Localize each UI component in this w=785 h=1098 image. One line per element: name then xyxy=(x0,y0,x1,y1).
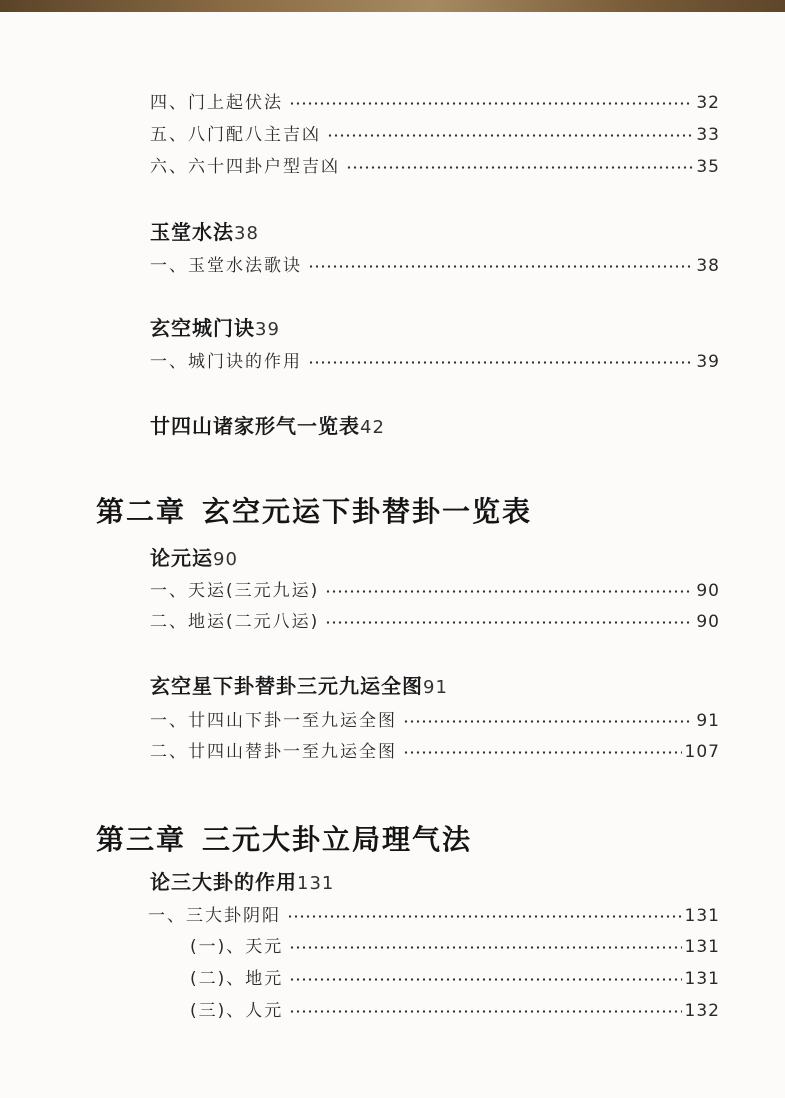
toc-entry-page: 90 xyxy=(696,581,720,601)
toc-entry-page: 91 xyxy=(696,711,720,731)
section-title: 玄空城门诀 xyxy=(150,316,255,340)
toc-entry[interactable] xyxy=(190,964,720,989)
toc-entry-page: 132 xyxy=(684,1001,720,1021)
dot-leader xyxy=(325,590,693,593)
toc-section-heading[interactable] xyxy=(150,542,238,571)
toc-entry-label: (二)、地元 xyxy=(190,969,284,989)
section-page: 131 xyxy=(297,873,335,894)
dot-leader xyxy=(403,720,693,723)
section-page: 91 xyxy=(423,677,448,698)
toc-entry-page: 32 xyxy=(696,93,720,113)
toc-entry-page: 107 xyxy=(684,742,720,762)
toc-entry-label: 二、地运(二元八运) xyxy=(150,612,320,632)
toc-entry[interactable] xyxy=(150,706,720,731)
toc-entry-page: 33 xyxy=(696,125,720,145)
dot-leader xyxy=(287,915,682,918)
section-title: 玄空星下卦替卦三元九运全图 xyxy=(150,674,423,698)
toc-entry-label: 一、天运(三元九运) xyxy=(150,581,320,601)
toc-entry-page: 131 xyxy=(684,906,720,926)
toc-entry[interactable] xyxy=(150,120,720,145)
toc-entry-label: 一、城门诀的作用 xyxy=(150,352,302,372)
section-page: 39 xyxy=(255,319,280,340)
toc-entry[interactable] xyxy=(190,932,720,957)
chapter-heading[interactable] xyxy=(96,818,472,858)
section-title: 廿四山诸家形气一览表 xyxy=(150,414,360,438)
dot-leader xyxy=(289,102,693,105)
toc-section-heading[interactable] xyxy=(150,866,334,895)
toc-section-heading[interactable] xyxy=(150,410,385,439)
toc-entry[interactable] xyxy=(190,996,720,1021)
toc-entry[interactable] xyxy=(150,607,720,632)
toc-entry[interactable] xyxy=(150,347,720,372)
toc-section-heading[interactable] xyxy=(150,312,280,341)
toc-entry-label: 六、六十四卦户型吉凶 xyxy=(150,157,340,177)
chapter-number: 第三章 xyxy=(96,823,187,856)
toc-entry-page: 38 xyxy=(696,256,720,276)
section-title: 论三大卦的作用 xyxy=(150,870,297,894)
toc-entry-page: 39 xyxy=(696,352,720,372)
toc-section-heading[interactable] xyxy=(150,670,448,699)
section-title: 论元运 xyxy=(150,546,213,570)
toc-entry[interactable] xyxy=(150,576,720,601)
toc-entry-page: 35 xyxy=(696,157,720,177)
toc-entry-page: 90 xyxy=(696,612,720,632)
toc-entry[interactable] xyxy=(150,152,720,177)
toc-entry[interactable] xyxy=(150,251,720,276)
toc-entry-label: 四、门上起伏法 xyxy=(150,93,283,113)
dot-leader xyxy=(346,166,693,169)
toc-entry-label: 一、三大卦阴阳 xyxy=(148,906,281,926)
toc-entry-label: 五、八门配八主吉凶 xyxy=(150,125,321,145)
toc-entry-page: 131 xyxy=(684,937,720,957)
dot-leader xyxy=(289,978,681,981)
section-page: 38 xyxy=(234,223,259,244)
chapter-number: 第二章 xyxy=(96,495,187,528)
toc-section-heading[interactable] xyxy=(150,216,259,245)
section-page: 90 xyxy=(213,549,238,570)
toc-entry-label: 一、玉堂水法歌诀 xyxy=(150,256,302,276)
toc-entry[interactable] xyxy=(150,737,720,762)
dot-leader xyxy=(327,134,693,137)
section-page: 42 xyxy=(360,417,385,438)
toc-entry[interactable] xyxy=(150,88,720,113)
dot-leader xyxy=(403,751,682,754)
toc-entry[interactable] xyxy=(148,901,720,926)
toc-entry-label: 二、廿四山替卦一至九运全图 xyxy=(150,742,397,762)
dot-leader xyxy=(308,361,693,364)
dot-leader xyxy=(308,265,693,268)
chapter-heading[interactable] xyxy=(96,490,532,530)
toc-entry-label: (一)、天元 xyxy=(190,937,284,957)
toc-entry-page: 131 xyxy=(684,969,720,989)
toc-entry-label: 一、廿四山下卦一至九运全图 xyxy=(150,711,397,731)
dot-leader xyxy=(289,1010,681,1013)
chapter-title: 三元大卦立局理气法 xyxy=(202,823,473,856)
dot-leader xyxy=(289,946,681,949)
chapter-title: 玄空元运下卦替卦一览表 xyxy=(202,495,533,528)
toc-entry-label: (三)、人元 xyxy=(190,1001,284,1021)
dot-leader xyxy=(325,621,693,624)
section-title: 玉堂水法 xyxy=(150,220,234,244)
